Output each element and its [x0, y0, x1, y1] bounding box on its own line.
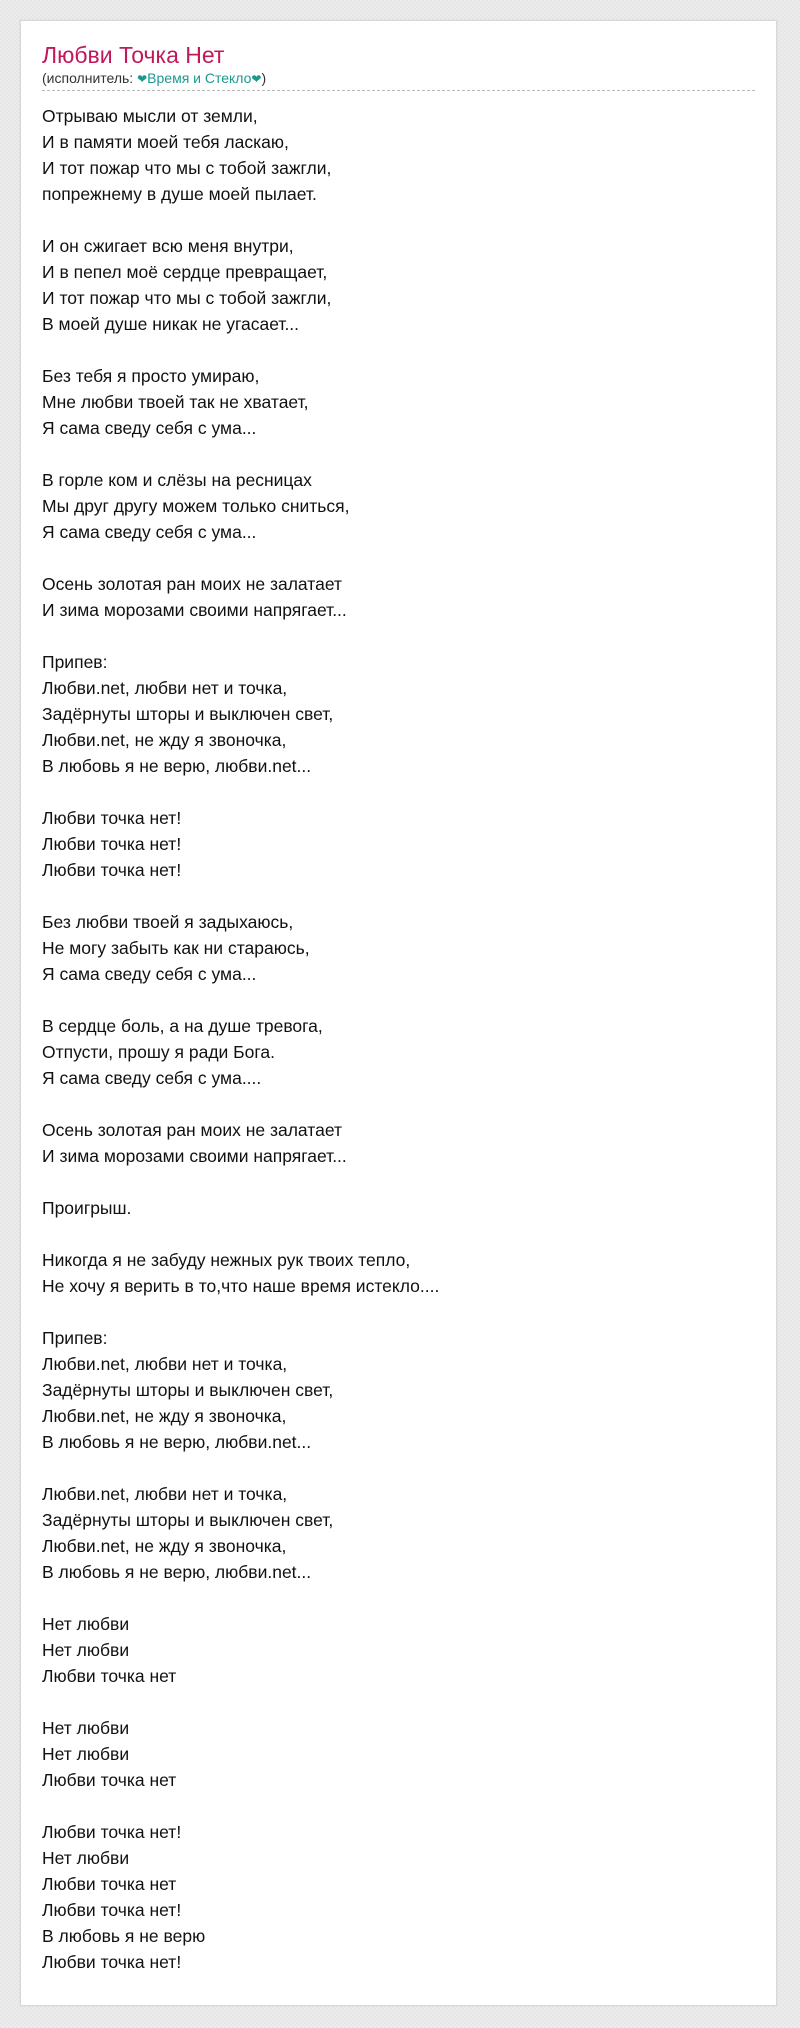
- lyric-line: Осень золотая ран моих не залатает: [42, 1120, 342, 1140]
- lyric-line: В сердце боль, а на душе тревога,: [42, 1016, 323, 1036]
- heart-icon: ❤: [251, 72, 262, 86]
- heart-icon: ❤: [137, 72, 148, 86]
- lyric-line: В моей душе никак не угасает...: [42, 314, 300, 334]
- lyric-line: Я сама сведу себя с ума....: [42, 1068, 262, 1088]
- stanza-break: [42, 1585, 755, 1611]
- lyric-line: Припев:: [42, 1328, 108, 1348]
- lyric-line: Любви точка нет!: [42, 808, 182, 828]
- lyric-line: Любви точка нет!: [42, 1952, 182, 1972]
- lyric-line: Никогда я не забуду нежных рук твоих тепло,: [42, 1250, 411, 1270]
- lyric-line: Любви точка нет!: [42, 1822, 182, 1842]
- lyric-line: Любви.net, любви нет и точка,: [42, 1354, 288, 1374]
- lyric-line: Я сама сведу себя с ума...: [42, 964, 257, 984]
- lyric-line: Нет любви: [42, 1718, 130, 1738]
- artist-link[interactable]: [137, 70, 261, 86]
- lyric-line: Любви точка нет: [42, 1666, 177, 1686]
- lyric-line: В горле ком и слёзы на ресницах: [42, 470, 312, 490]
- lyric-line: В любовь я не верю, любви.net...: [42, 1432, 312, 1452]
- lyric-line: В любовь я не верю: [42, 1926, 206, 1946]
- lyric-line: Любви точка нет: [42, 1770, 177, 1790]
- lyric-line: Любви.net, не жду я звоночка,: [42, 1536, 287, 1556]
- lyric-line: Без тебя я просто умираю,: [42, 366, 260, 386]
- artist-suffix: ): [261, 70, 267, 86]
- stanza-break: [42, 1091, 755, 1117]
- artist-prefix: (исполнитель:: [42, 70, 138, 86]
- lyric-line: Без любви твоей я задыхаюсь,: [42, 912, 294, 932]
- lyric-line: Любви точка нет!: [42, 860, 182, 880]
- lyric-line: Я сама сведу себя с ума...: [42, 418, 257, 438]
- lyric-line: попрежнему в душе моей пылает.: [42, 184, 317, 204]
- stanza-break: [42, 1455, 755, 1481]
- lyric-line: Мы друг другу можем только сниться,: [42, 496, 350, 516]
- artist-name: Время и Стекло: [147, 70, 252, 86]
- stanza-break: [42, 1169, 755, 1195]
- lyric-line: Задёрнуты шторы и выключен свет,: [42, 1380, 334, 1400]
- stanza-break: [42, 779, 755, 805]
- lyric-line: И в памяти моей тебя ласкаю,: [42, 132, 289, 152]
- lyric-line: Нет любви: [42, 1640, 130, 1660]
- stanza-break: [42, 545, 755, 571]
- song-title: Любви Точка Нет: [42, 42, 225, 68]
- stanza-break: [42, 987, 755, 1013]
- lyric-line: Не могу забыть как ни стараюсь,: [42, 938, 310, 958]
- lyric-line: Я сама сведу себя с ума...: [42, 522, 257, 542]
- stanza-break: [42, 1299, 755, 1325]
- stanza-break: [42, 207, 755, 233]
- lyric-line: И тот пожар что мы с тобой зажгли,: [42, 288, 332, 308]
- lyric-line: И зима морозами своими напрягает...: [42, 600, 347, 620]
- lyric-line: Любви.net, любви нет и точка,: [42, 1484, 288, 1504]
- lyric-line: Отрываю мысли от земли,: [42, 106, 258, 126]
- stanza-break: [42, 1689, 755, 1715]
- lyric-line: Любви.net, любви нет и точка,: [42, 678, 288, 698]
- stanza-break: [42, 337, 755, 363]
- lyric-line: Любви.net, не жду я звоночка,: [42, 1406, 287, 1426]
- lyrics-card: [20, 20, 777, 2006]
- lyric-line: И зима морозами своими напрягает...: [42, 1146, 347, 1166]
- lyric-line: Любви.net, не жду я звоночка,: [42, 730, 287, 750]
- lyric-line: Осень золотая ран моих не залатает: [42, 574, 342, 594]
- stanza-break: [42, 883, 755, 909]
- stanza-break: [42, 1793, 755, 1819]
- artist-line: [42, 69, 755, 88]
- lyric-line: Нет любви: [42, 1848, 130, 1868]
- stanza-break: [42, 1221, 755, 1247]
- lyric-line: И тот пожар что мы с тобой зажгли,: [42, 158, 332, 178]
- stanza-break: [42, 441, 755, 467]
- lyric-line: Задёрнуты шторы и выключен свет,: [42, 1510, 334, 1530]
- lyric-line: Мне любви твоей так не хватает,: [42, 392, 309, 412]
- lyric-line: Нет любви: [42, 1614, 130, 1634]
- lyric-line: В любовь я не верю, любви.net...: [42, 1562, 312, 1582]
- lyrics-text: [42, 103, 755, 1975]
- lyric-line: Любви точка нет!: [42, 1900, 182, 1920]
- lyric-line: Проигрыш.: [42, 1198, 132, 1218]
- song-header: [42, 41, 755, 91]
- lyric-line: Припев:: [42, 652, 108, 672]
- stanza-break: [42, 623, 755, 649]
- lyric-line: Задёрнуты шторы и выключен свет,: [42, 704, 334, 724]
- lyric-line: И он сжигает всю меня внутри,: [42, 236, 294, 256]
- lyric-line: Любви точка нет: [42, 1874, 177, 1894]
- lyric-line: В любовь я не верю, любви.net...: [42, 756, 312, 776]
- lyric-line: И в пепел моё сердце превращает,: [42, 262, 328, 282]
- lyric-line: Любви точка нет!: [42, 834, 182, 854]
- lyric-line: Отпусти, прошу я ради Бога.: [42, 1042, 275, 1062]
- lyric-line: Не хочу я верить в то,что наше время истекло....: [42, 1276, 440, 1296]
- lyric-line: Нет любви: [42, 1744, 130, 1764]
